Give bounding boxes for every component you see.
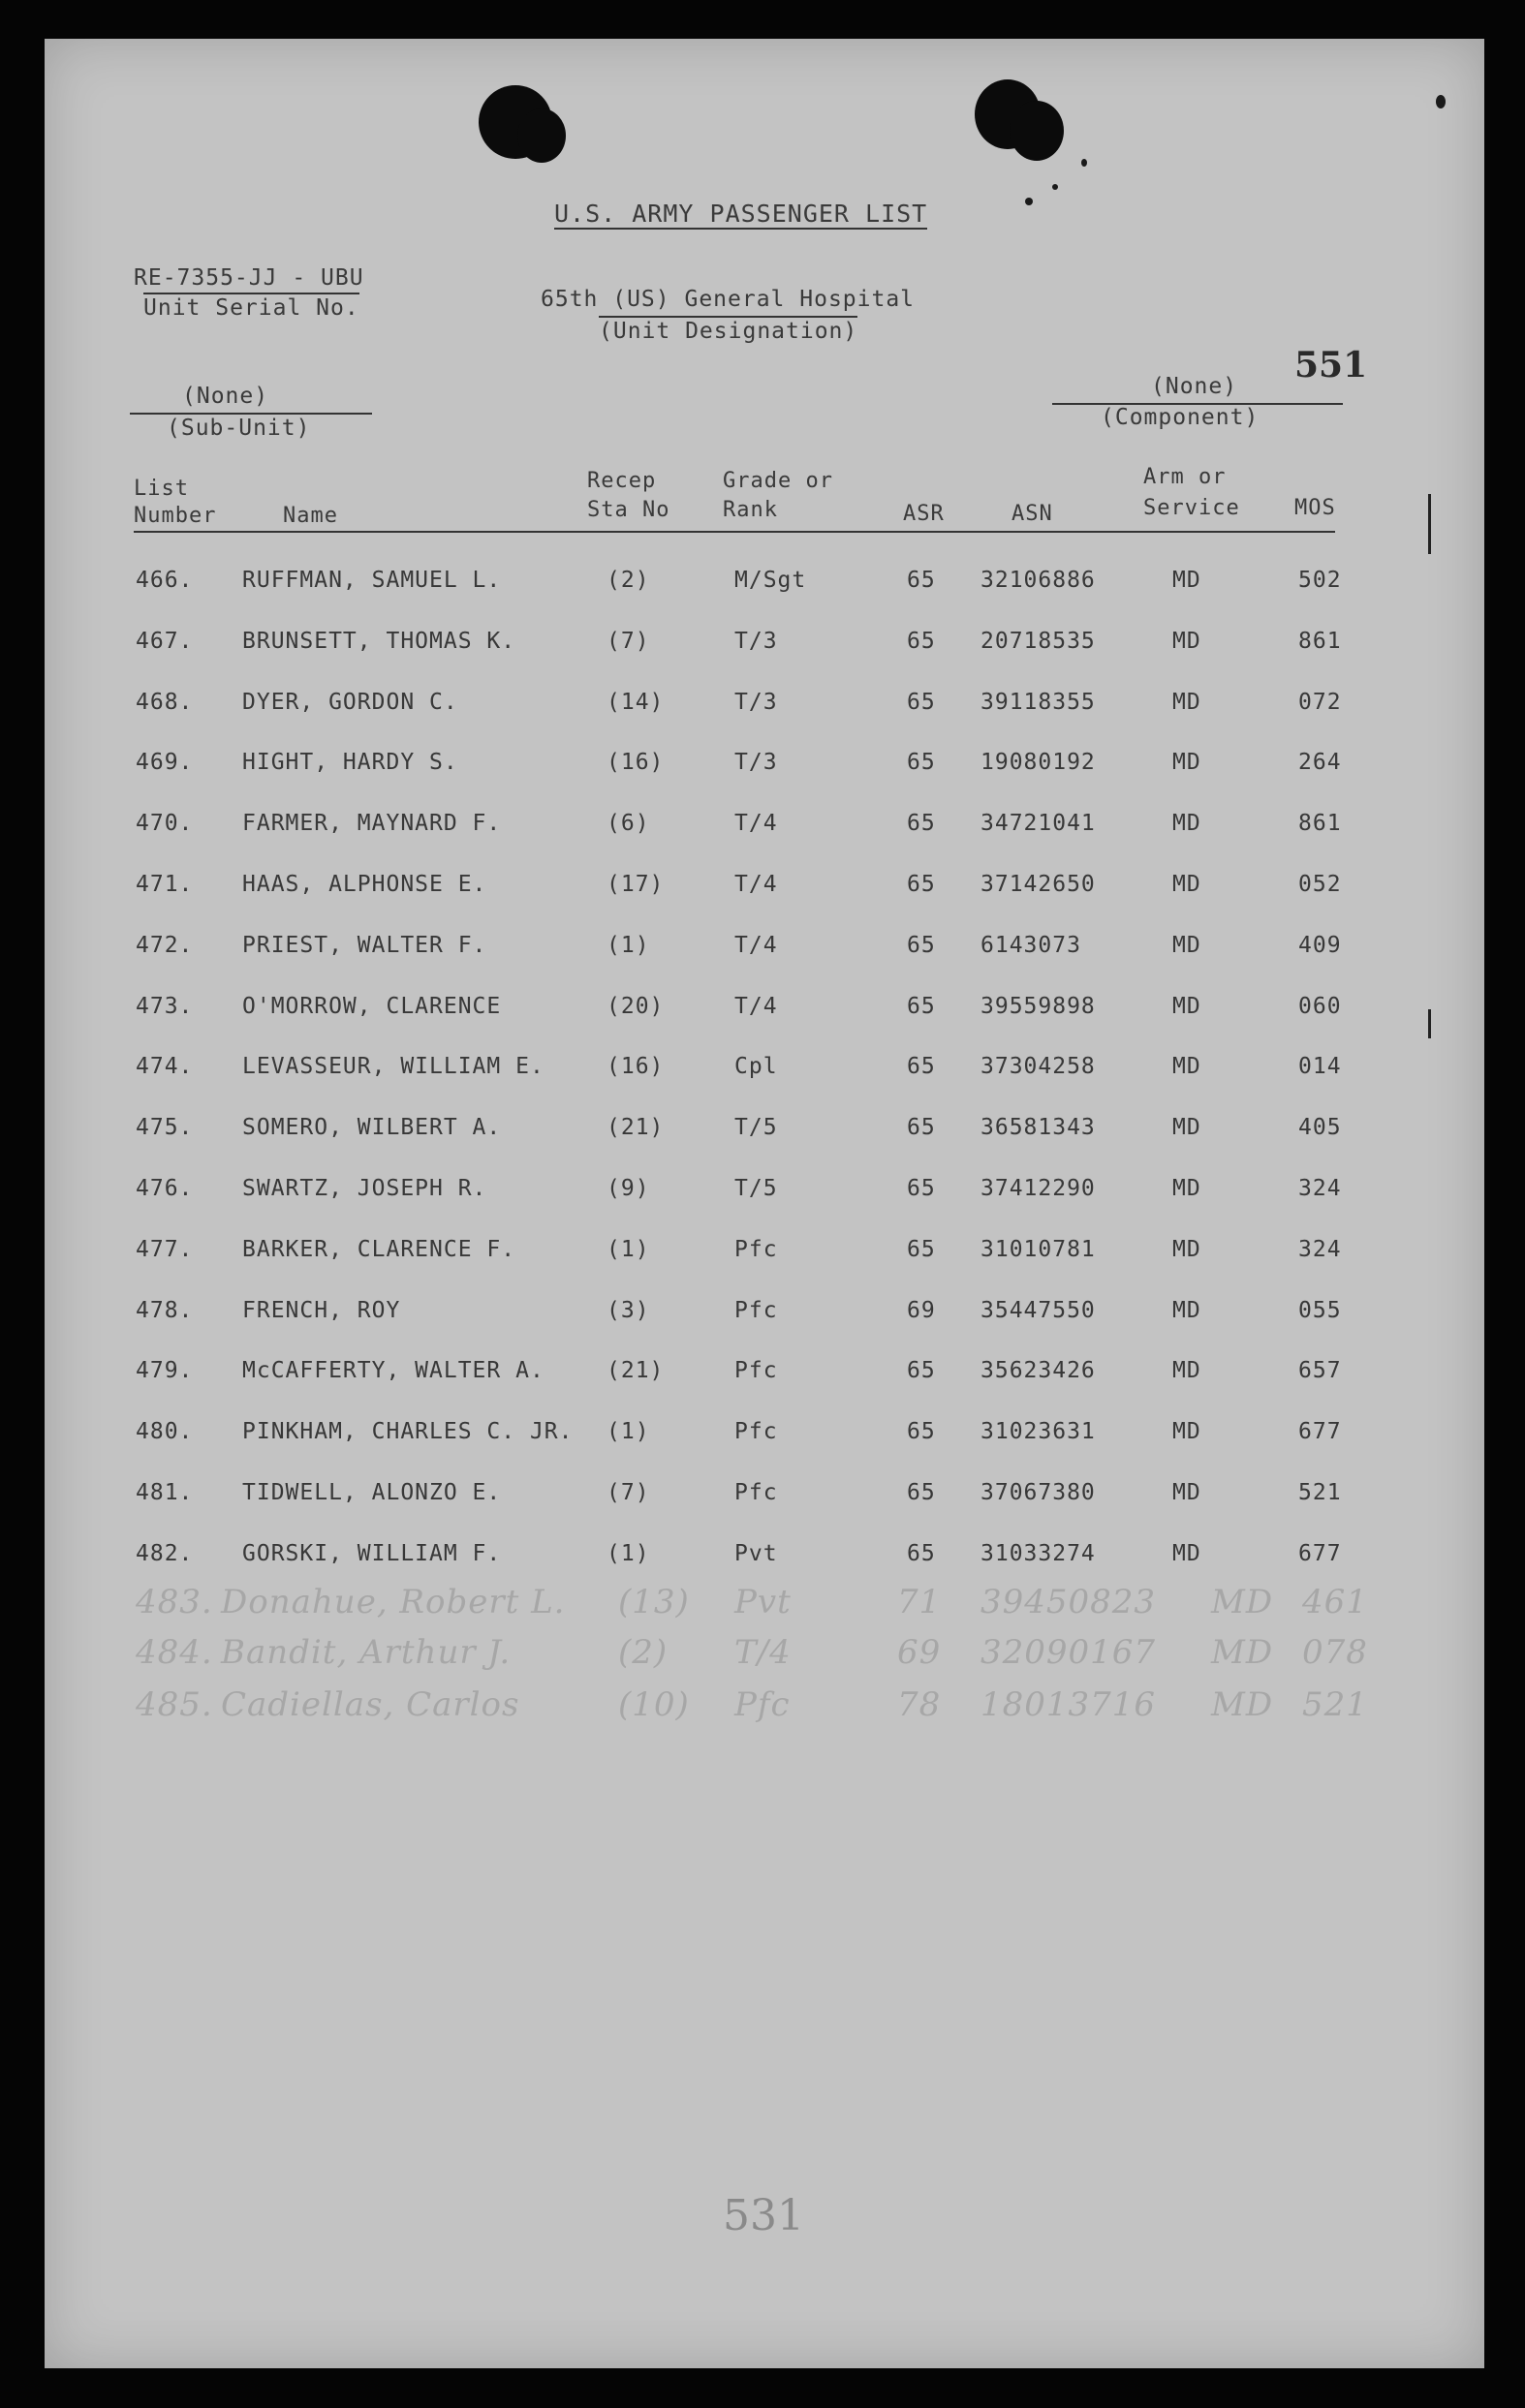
row-num: 481.	[136, 1480, 194, 1505]
header-mos: MOS	[1294, 496, 1336, 520]
row-asn: 31023631	[980, 1419, 1096, 1444]
edge-mark	[1428, 1009, 1431, 1038]
header-number: Number	[134, 504, 217, 528]
row-asn: 39559898	[980, 994, 1096, 1019]
handwritten-num: 483.	[136, 1583, 213, 1621]
handwritten-asr: 78	[897, 1685, 942, 1724]
row-asn: 39118355	[980, 690, 1096, 715]
edge-mark	[1428, 494, 1431, 554]
row-name: HIGHT, HARDY S.	[242, 750, 458, 775]
row-arm: MD	[1172, 1176, 1201, 1201]
row-grade: T/5	[734, 1176, 778, 1201]
row-mos: 861	[1298, 629, 1342, 654]
row-mos: 677	[1298, 1541, 1342, 1566]
header-arm: Arm or	[1143, 465, 1227, 489]
row-name: BRUNSETT, THOMAS K.	[242, 629, 516, 654]
component-label: (Component)	[1101, 405, 1260, 430]
row-mos: 072	[1298, 690, 1342, 715]
row-asr: 65	[907, 629, 936, 654]
row-asr: 65	[907, 1054, 936, 1079]
row-asn: 35447550	[980, 1298, 1096, 1323]
row-num: 474.	[136, 1054, 194, 1079]
row-asr: 65	[907, 750, 936, 775]
handwritten-mos: 461	[1302, 1583, 1368, 1621]
header-asn: ASN	[1011, 502, 1053, 526]
unit-serial-value: RE-7355-JJ - UBU	[134, 265, 364, 291]
row-mos: 521	[1298, 1480, 1342, 1505]
row-grade: M/Sgt	[734, 568, 807, 593]
row-grade: Pfc	[734, 1358, 778, 1383]
row-mos: 324	[1298, 1176, 1342, 1201]
row-mos: 055	[1298, 1298, 1342, 1323]
row-arm: MD	[1172, 1298, 1201, 1323]
row-asn: 35623426	[980, 1358, 1096, 1383]
handwritten-name: Cadiellas, Carlos	[221, 1685, 520, 1724]
row-asn: 37412290	[980, 1176, 1096, 1201]
header-recep: Recep	[587, 469, 657, 493]
row-asr: 65	[907, 1176, 936, 1201]
passenger-list-page	[45, 39, 1484, 2368]
row-arm: MD	[1172, 629, 1201, 654]
row-num: 472.	[136, 933, 194, 958]
row-asn: 6143073	[980, 933, 1081, 958]
header-grade: Grade or	[723, 469, 833, 493]
row-asn: 19080192	[980, 750, 1096, 775]
row-arm: MD	[1172, 750, 1201, 775]
row-arm: MD	[1172, 690, 1201, 715]
row-asn: 34721041	[980, 811, 1096, 836]
row-grade: T/4	[734, 811, 778, 836]
row-num: 473.	[136, 994, 194, 1019]
header-name: Name	[283, 504, 338, 528]
row-asn: 37142650	[980, 872, 1096, 897]
row-recep: (14)	[607, 690, 665, 715]
row-grade: T/3	[734, 750, 778, 775]
row-asr: 65	[907, 1237, 936, 1262]
row-recep: (16)	[607, 1054, 665, 1079]
handwritten-num: 485.	[136, 1685, 213, 1724]
row-arm: MD	[1172, 1419, 1201, 1444]
row-asr: 69	[907, 1298, 936, 1323]
handwritten-asn: 32090167	[980, 1633, 1157, 1672]
row-asr: 65	[907, 568, 936, 593]
handwritten-recep: (2)	[618, 1633, 669, 1672]
row-asn: 32106886	[980, 568, 1096, 593]
unit-designation-value: 65th (US) General Hospital	[541, 287, 916, 312]
row-mos: 409	[1298, 933, 1342, 958]
handwritten-mos: 521	[1302, 1685, 1368, 1724]
row-asn: 31010781	[980, 1237, 1096, 1262]
row-recep: (7)	[607, 629, 650, 654]
row-num: 477.	[136, 1237, 194, 1262]
row-name: GORSKI, WILLIAM F.	[242, 1541, 502, 1566]
row-asr: 65	[907, 1480, 936, 1505]
row-mos: 677	[1298, 1419, 1342, 1444]
header-rank: Rank	[723, 498, 778, 522]
row-recep: (1)	[607, 933, 650, 958]
row-arm: MD	[1172, 1358, 1201, 1383]
row-name: BARKER, CLARENCE F.	[242, 1237, 516, 1262]
handwritten-mos: 078	[1302, 1633, 1368, 1672]
row-recep: (3)	[607, 1298, 650, 1323]
row-recep: (7)	[607, 1480, 650, 1505]
row-num: 476.	[136, 1176, 194, 1201]
row-arm: MD	[1172, 872, 1201, 897]
header-asr: ASR	[903, 502, 945, 526]
handwritten-page-mark: 531	[723, 2191, 804, 2240]
row-mos: 264	[1298, 750, 1342, 775]
handwritten-name: Donahue, Robert L.	[221, 1583, 566, 1621]
row-name: FRENCH, ROY	[242, 1298, 401, 1323]
sub-unit-rule	[130, 413, 372, 415]
row-arm: MD	[1172, 1115, 1201, 1140]
row-recep: (9)	[607, 1176, 650, 1201]
row-arm: MD	[1172, 811, 1201, 836]
row-arm: MD	[1172, 933, 1201, 958]
row-grade: T/5	[734, 1115, 778, 1140]
handwritten-asr: 71	[897, 1583, 942, 1621]
ink-speck	[1052, 184, 1058, 190]
header-service: Service	[1143, 496, 1240, 520]
handwritten-name: Bandit, Arthur J.	[221, 1633, 512, 1672]
sub-unit-label: (Sub-Unit)	[167, 416, 311, 441]
row-num: 469.	[136, 750, 194, 775]
row-grade: T/4	[734, 933, 778, 958]
handwritten-recep: (13)	[618, 1583, 690, 1621]
row-recep: (1)	[607, 1541, 650, 1566]
handwritten-arm: MD	[1211, 1633, 1274, 1672]
row-name: TIDWELL, ALONZO E.	[242, 1480, 502, 1505]
row-asr: 65	[907, 1115, 936, 1140]
handwritten-num: 484.	[136, 1633, 213, 1672]
row-recep: (16)	[607, 750, 665, 775]
row-asn: 37067380	[980, 1480, 1096, 1505]
row-mos: 052	[1298, 872, 1342, 897]
handwritten-asr: 69	[897, 1633, 942, 1672]
sub-unit-value: (None)	[182, 384, 269, 409]
handwritten-recep: (10)	[618, 1685, 690, 1724]
row-mos: 861	[1298, 811, 1342, 836]
row-recep: (1)	[607, 1419, 650, 1444]
row-num: 482.	[136, 1541, 194, 1566]
ink-speck	[1081, 159, 1087, 167]
row-mos: 657	[1298, 1358, 1342, 1383]
handwritten-arm: MD	[1211, 1685, 1274, 1724]
ink-speck	[1025, 198, 1033, 205]
row-recep: (21)	[607, 1115, 665, 1140]
handwritten-grade: Pfc	[734, 1685, 791, 1724]
row-asr: 65	[907, 1419, 936, 1444]
row-grade: Pfc	[734, 1419, 778, 1444]
row-mos: 324	[1298, 1237, 1342, 1262]
row-num: 478.	[136, 1298, 194, 1323]
row-grade: T/3	[734, 690, 778, 715]
row-asr: 65	[907, 872, 936, 897]
row-mos: 014	[1298, 1054, 1342, 1079]
header-sta-no: Sta No	[587, 498, 670, 522]
row-asr: 65	[907, 933, 936, 958]
row-name: HAAS, ALPHONSE E.	[242, 872, 487, 897]
row-recep: (2)	[607, 568, 650, 593]
document-title: U.S. ARMY PASSENGER LIST	[554, 200, 928, 228]
row-name: SWARTZ, JOSEPH R.	[242, 1176, 487, 1201]
row-grade: Pfc	[734, 1480, 778, 1505]
row-num: 470.	[136, 811, 194, 836]
row-grade: T/3	[734, 629, 778, 654]
row-asr: 65	[907, 690, 936, 715]
punch-hole-left-shadow	[517, 108, 566, 163]
row-arm: MD	[1172, 994, 1201, 1019]
row-num: 468.	[136, 690, 194, 715]
row-asr: 65	[907, 811, 936, 836]
row-arm: MD	[1172, 568, 1201, 593]
row-grade: T/4	[734, 872, 778, 897]
header-list: List	[134, 477, 189, 501]
row-grade: Pfc	[734, 1298, 778, 1323]
handwritten-asn: 18013716	[980, 1685, 1157, 1724]
row-recep: (6)	[607, 811, 650, 836]
row-name: SOMERO, WILBERT A.	[242, 1115, 502, 1140]
row-recep: (20)	[607, 994, 665, 1019]
row-asr: 65	[907, 1541, 936, 1566]
row-grade: Pfc	[734, 1237, 778, 1262]
row-grade: Pvt	[734, 1541, 778, 1566]
row-mos: 060	[1298, 994, 1342, 1019]
row-name: DYER, GORDON C.	[242, 690, 458, 715]
row-name: O'MORROW, CLARENCE	[242, 994, 502, 1019]
handwritten-asn: 39450823	[980, 1583, 1157, 1621]
component-value: (None)	[1151, 374, 1238, 399]
row-arm: MD	[1172, 1541, 1201, 1566]
row-asr: 65	[907, 1358, 936, 1383]
row-asn: 31033274	[980, 1541, 1096, 1566]
row-mos: 502	[1298, 568, 1342, 593]
row-arm: MD	[1172, 1237, 1201, 1262]
unit-serial-label: Unit Serial No.	[143, 293, 359, 321]
row-asn: 20718535	[980, 629, 1096, 654]
row-mos: 405	[1298, 1115, 1342, 1140]
row-num: 480.	[136, 1419, 194, 1444]
row-name: PINKHAM, CHARLES C. JR.	[242, 1419, 574, 1444]
row-num: 471.	[136, 872, 194, 897]
header-rule	[134, 531, 1335, 533]
row-grade: Cpl	[734, 1054, 778, 1079]
punch-hole-right-shadow	[1010, 101, 1064, 161]
row-recep: (17)	[607, 872, 665, 897]
row-recep: (1)	[607, 1237, 650, 1262]
row-name: PRIEST, WALTER F.	[242, 933, 487, 958]
row-num: 467.	[136, 629, 194, 654]
row-asn: 36581343	[980, 1115, 1096, 1140]
row-num: 479.	[136, 1358, 194, 1383]
row-name: McCAFFERTY, WALTER A.	[242, 1358, 545, 1383]
row-num: 466.	[136, 568, 194, 593]
row-name: LEVASSEUR, WILLIAM E.	[242, 1054, 545, 1079]
row-name: FARMER, MAYNARD F.	[242, 811, 502, 836]
row-num: 475.	[136, 1115, 194, 1140]
page-number: 551	[1294, 345, 1368, 386]
row-grade: T/4	[734, 994, 778, 1019]
row-asn: 37304258	[980, 1054, 1096, 1079]
handwritten-grade: Pvt	[734, 1583, 792, 1621]
row-asr: 65	[907, 994, 936, 1019]
row-arm: MD	[1172, 1054, 1201, 1079]
unit-designation-label: (Unit Designation)	[599, 316, 857, 344]
ink-speck	[1436, 95, 1446, 108]
handwritten-arm: MD	[1211, 1583, 1274, 1621]
row-arm: MD	[1172, 1480, 1201, 1505]
row-recep: (21)	[607, 1358, 665, 1383]
handwritten-grade: T/4	[734, 1633, 792, 1672]
row-name: RUFFMAN, SAMUEL L.	[242, 568, 502, 593]
